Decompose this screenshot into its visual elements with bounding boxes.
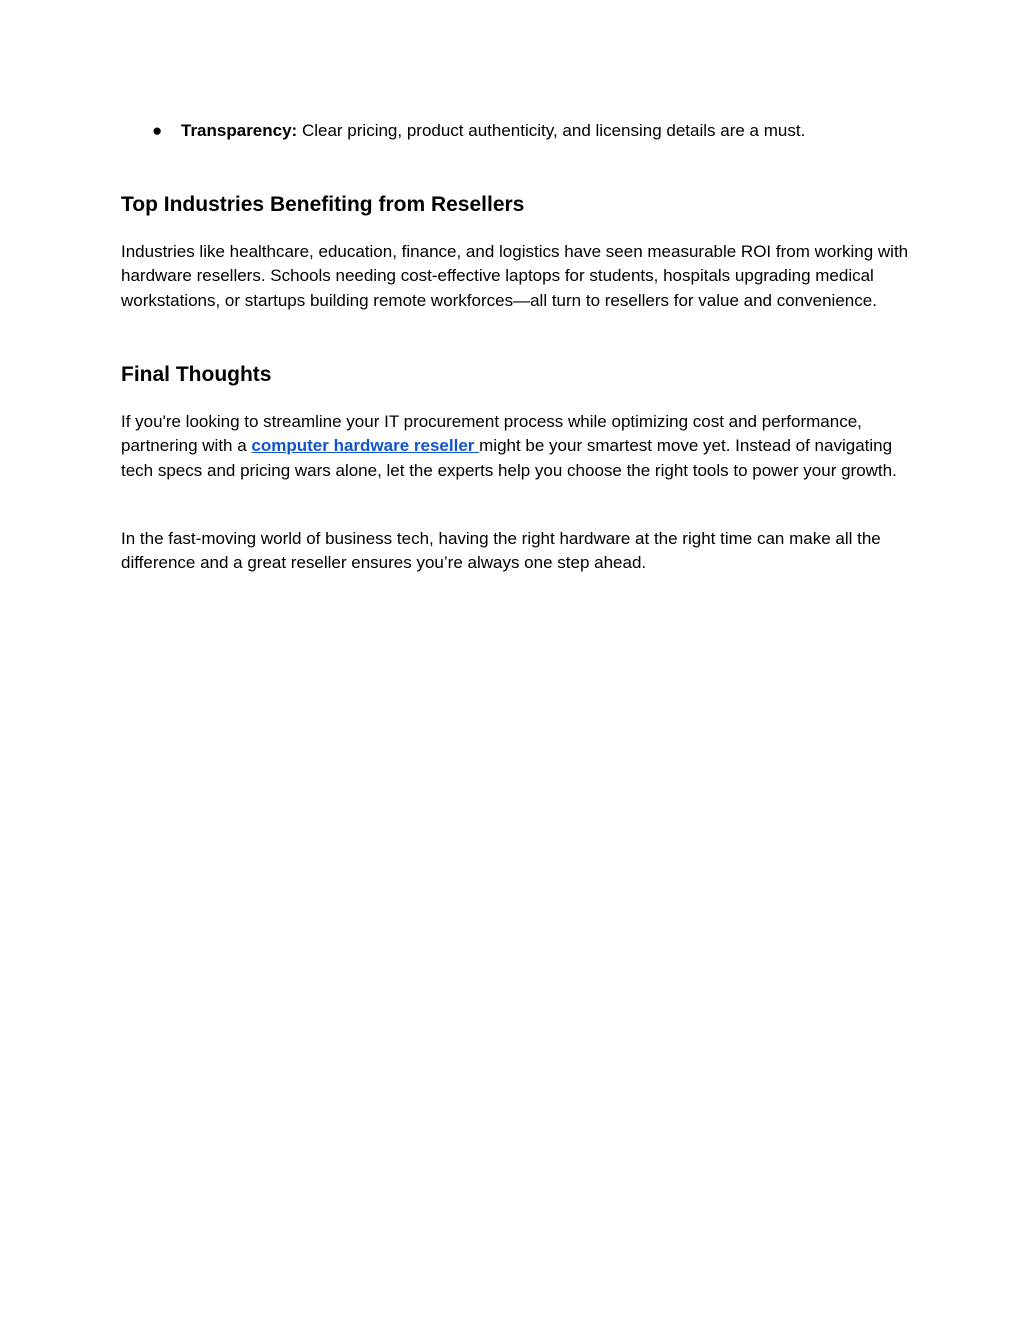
computer-hardware-reseller-link[interactable]: computer hardware reseller: [251, 436, 480, 456]
paragraph-text-before-link: If you're looking to streamline your IT procurement process while optimizing cost and performance, partnering with a: [121, 412, 862, 456]
final-thoughts-paragraph-1: [121, 410, 911, 483]
bullet-icon: ●: [152, 121, 163, 140]
bullet-term: Transparency:: [181, 121, 298, 140]
section-heading-industries: Top Industries Benefiting from Resellers: [121, 193, 525, 216]
paragraph-text-after-link: might be your smartest move yet. Instead of navigating tech specs and pricing wars alone, let the experts help you choose the right tools to power your growth.: [121, 436, 897, 480]
bullet-text: Clear pricing, product authenticity, and licensing details are a must.: [297, 121, 806, 140]
list-item: [121, 119, 911, 143]
industries-paragraph: Industries like healthcare, education, finance, and logistics have seen measurable ROI from working with hardware resellers. Schools needing cost-effective laptops for students, hospitals upgrading medical workstations, or startups building remote workforces—all turn to resellers for value and convenience.: [121, 242, 909, 310]
bullet-list: [121, 119, 911, 143]
final-thoughts-paragraph-2: In the fast-moving world of business tech, having the right hardware at the right time can make all the difference and a great reseller ensures you’re always one step ahead.: [121, 529, 881, 573]
section-heading-final-thoughts: Final Thoughts: [121, 363, 272, 386]
